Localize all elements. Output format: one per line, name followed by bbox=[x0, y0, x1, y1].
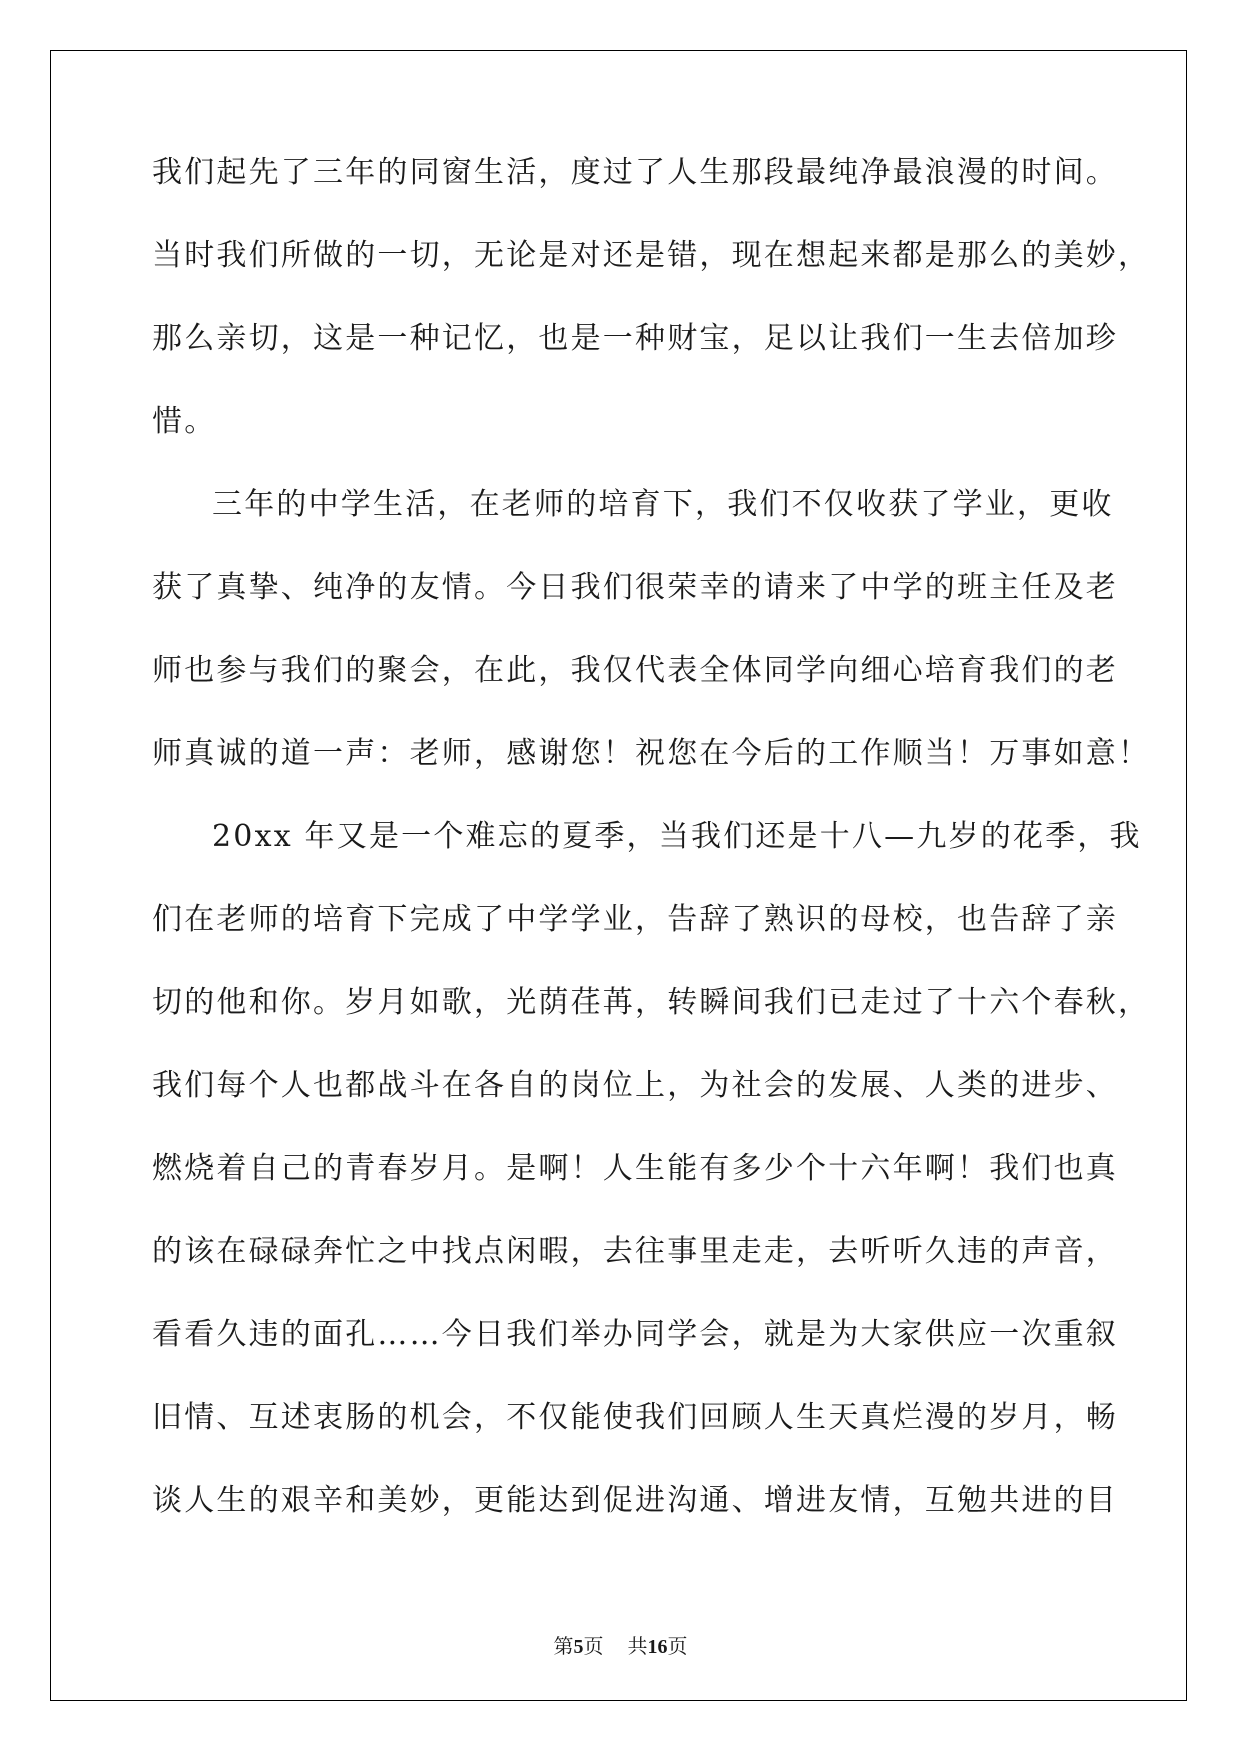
text-line: 旧情、互述衷肠的机会，不仅能使我们回顾人生天真烂漫的岁月，畅 bbox=[152, 1400, 1118, 1435]
footer-total-suffix: 页 bbox=[667, 1634, 688, 1658]
footer-total-prefix: 共 bbox=[627, 1634, 648, 1658]
text-line: 燃烧着自己的青春岁月。是啊！人生能有多少个十六年啊！我们也真 bbox=[152, 1151, 1118, 1186]
text-line: 惜。 bbox=[152, 404, 217, 439]
document-body bbox=[152, 155, 1151, 1569]
text-line: 的该在碌碌奔忙之中找点闲暇，去往事里走走，去听听久违的声音， bbox=[152, 1234, 1118, 1269]
text-line: 20xx 年又是一个难忘的夏季，当我们还是十八—九岁的花季，我 bbox=[212, 819, 1142, 854]
text-line: 我们每个人也都战斗在各自的岗位上，为社会的发展、人类的进步、 bbox=[152, 1068, 1118, 1103]
text-line: 谈人生的艰辛和美妙，更能达到促进沟通、增进友情，互勉共进的目 bbox=[152, 1483, 1118, 1518]
text-line: 获了真挚、纯净的友情。今日我们很荣幸的请来了中学的班主任及老 bbox=[152, 570, 1118, 605]
text-line: 师真诚的道一声：老师，感谢您！祝您在今后的工作顺当！万事如意！ bbox=[152, 736, 1151, 771]
text-line: 三年的中学生活，在老师的培育下，我们不仅收获了学业，更收 bbox=[212, 487, 1114, 522]
footer-page-prefix: 第 bbox=[553, 1634, 574, 1658]
text-line: 切的他和你。岁月如歌，光荫荏苒，转瞬间我们已走过了十六个春秋， bbox=[152, 985, 1151, 1020]
footer-page-suffix: 页 bbox=[583, 1634, 604, 1658]
text-line: 那么亲切，这是一种记忆，也是一种财宝，足以让我们一生去倍加珍 bbox=[152, 321, 1118, 356]
page-footer bbox=[0, 1634, 1241, 1659]
text-line: 当时我们所做的一切，无论是对还是错，现在想起来都是那么的美妙， bbox=[152, 238, 1151, 273]
text-line: 看看久违的面孔……今日我们举办同学会，就是为大家供应一次重叙 bbox=[152, 1317, 1118, 1352]
footer-total-pages: 16 bbox=[647, 1636, 668, 1658]
text-line: 我们起先了三年的同窗生活，度过了人生那段最纯净最浪漫的时间。 bbox=[152, 155, 1118, 190]
footer-page-number: 5 bbox=[573, 1636, 584, 1658]
text-line: 师也参与我们的聚会，在此，我仅代表全体同学向细心培育我们的老 bbox=[152, 653, 1118, 688]
text-line: 们在老师的培育下完成了中学学业，告辞了熟识的母校，也告辞了亲 bbox=[152, 902, 1118, 937]
